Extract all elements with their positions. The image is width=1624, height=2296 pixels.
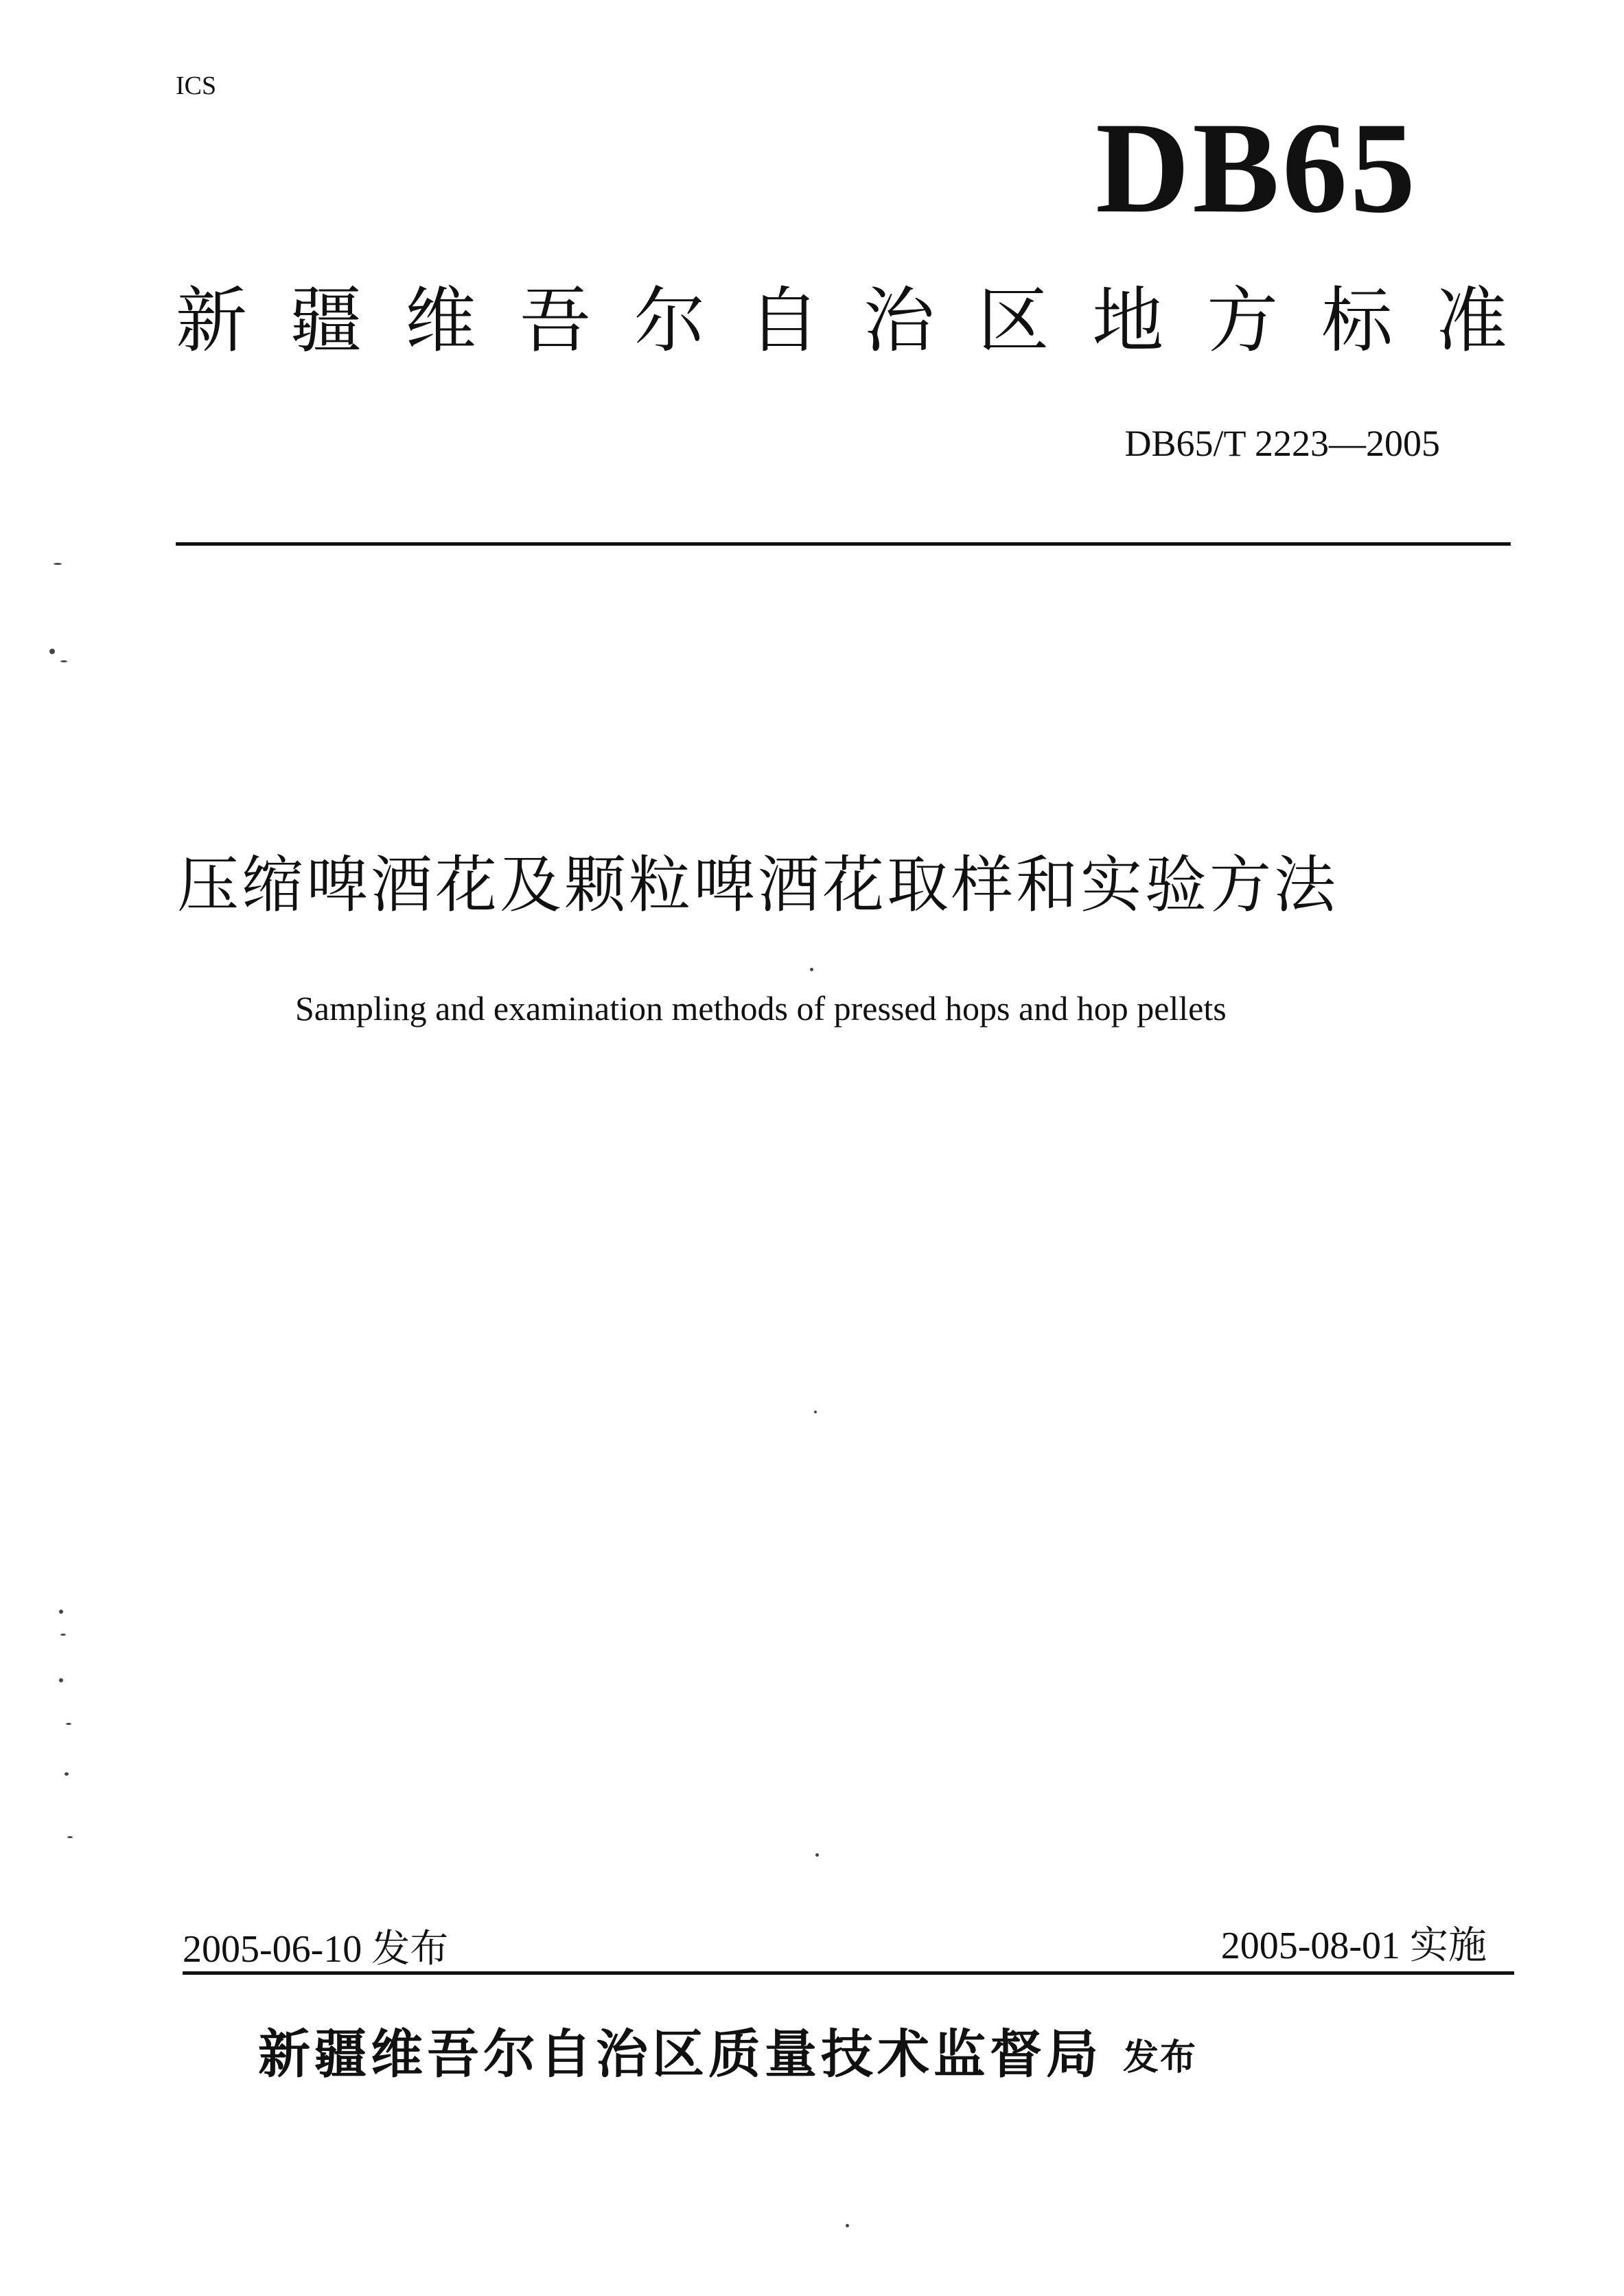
- standard-title-char: 疆: [290, 279, 362, 362]
- scan-speck: [60, 1634, 66, 1636]
- standard-title-char: 新: [176, 279, 248, 362]
- header-divider: [176, 542, 1511, 546]
- scan-speck: [49, 649, 55, 654]
- standard-title-char: 自: [748, 279, 820, 362]
- standard-title-char: 方: [1207, 279, 1279, 362]
- document-title-english: Sampling and examination methods of pressed hops and hop pellets: [295, 989, 1227, 1028]
- standard-title-char: 维: [404, 279, 476, 362]
- scan-speck: [814, 1411, 817, 1413]
- scan-speck: [59, 1610, 63, 1614]
- standard-title-char: 尔: [634, 279, 706, 362]
- scan-speck: [66, 1723, 71, 1725]
- scan-speck: [846, 2224, 849, 2227]
- issuer: [258, 2024, 1198, 2085]
- scan-speck: [67, 1836, 73, 1838]
- scan-speck: [59, 1678, 63, 1682]
- issuer-name: 新疆维吾尔自治区质量技术监督局: [258, 2024, 1102, 2085]
- effective-date: 2005-08-01 实施: [1220, 1925, 1487, 1967]
- scan-speck: [815, 1853, 819, 1857]
- scan-speck: [60, 660, 67, 662]
- scan-speck: [810, 968, 813, 971]
- standard-title-char: 吾: [519, 279, 591, 362]
- standard-number: DB65/T 2223—2005: [1124, 423, 1440, 464]
- standard-title-char: 区: [977, 279, 1049, 362]
- standard-title-char: 标: [1321, 279, 1393, 362]
- standard-title: [176, 279, 1507, 362]
- scan-speck: [65, 1772, 69, 1776]
- db-code: DB65: [1095, 96, 1418, 240]
- standard-title-char: 准: [1435, 279, 1507, 362]
- scan-speck: [54, 563, 62, 565]
- release-date: 2005-06-10 发布: [183, 1928, 449, 1971]
- issuer-suffix: 发布: [1123, 2037, 1198, 2078]
- document-title-chinese: 压缩啤酒花及颗粒啤酒花取样和实验方法: [177, 849, 1338, 921]
- footer-divider: [183, 1971, 1514, 1975]
- standard-title-char: 地: [1092, 279, 1164, 362]
- standard-title-char: 治: [863, 279, 935, 362]
- ics-label: ICS: [176, 71, 217, 100]
